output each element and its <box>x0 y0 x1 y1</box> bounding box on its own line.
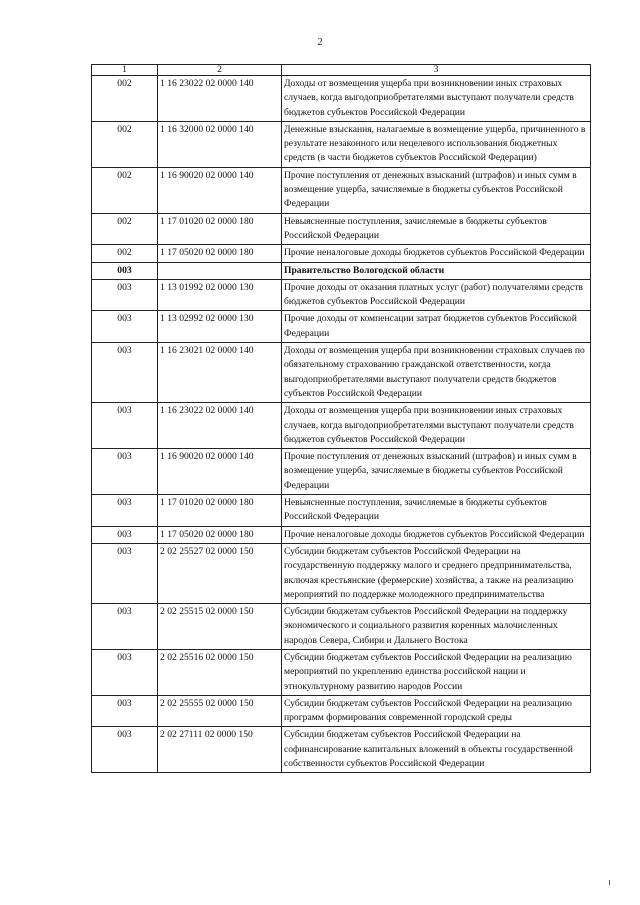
revenue-description-cell: Невыясненные поступления, зачисляемые в бюджеты субъектов Российской Федерации <box>282 213 591 245</box>
budget-code-cell: 1 16 23022 02 0000 140 <box>158 76 282 122</box>
table-row <box>92 403 591 449</box>
admin-code-cell: 003 <box>92 695 158 727</box>
table-row <box>92 279 591 311</box>
budget-code-cell: 1 17 05020 02 0000 180 <box>158 245 282 262</box>
revenue-description-cell: Прочие поступления от денежных взысканий (штрафов) и иных сумм в возмещение ущерба, зачисляемые в бюджеты субъектов Российской Федерации <box>282 449 591 495</box>
revenue-description-cell: Денежные взыскания, налагаемые в возмещение ущерба, причиненного в результате незаконного или нецелевого использования бюджетных средств (в части бюджетов субъектов Российской Федерации) <box>282 121 591 167</box>
budget-code-cell: 2 02 25527 02 0000 150 <box>158 543 282 603</box>
table-row <box>92 167 591 213</box>
revenue-classification-table <box>91 64 591 773</box>
admin-code-cell: 003 <box>92 279 158 311</box>
admin-code-cell: 002 <box>92 121 158 167</box>
table-row <box>92 727 591 773</box>
table-row <box>92 649 591 695</box>
budget-code-cell: 1 16 90020 02 0000 140 <box>158 449 282 495</box>
admin-code-cell: 002 <box>92 76 158 122</box>
revenue-description-cell: Субсидии бюджетам субъектов Российской Федерации на реализацию программ формирования современной городской среды <box>282 695 591 727</box>
admin-code-cell: 003 <box>92 649 158 695</box>
table-header-row <box>92 65 591 76</box>
budget-code-cell: 1 13 02992 02 0000 130 <box>158 311 282 343</box>
revenue-description-cell: Невыясненные поступления, зачисляемые в бюджеты субъектов Российской Федерации <box>282 495 591 527</box>
revenue-description-cell: Субсидии бюджетам субъектов Российской Федерации на поддержку экономического и социального развития коренных малочисленных народов Севера, Сибири и Дальнего Востока <box>282 604 591 650</box>
revenue-description-cell: Субсидии бюджетам субъектов Российской Федерации на государственную поддержку малого и среднего предпринимательства, включая крестьянские (фермерские) хозяйства, а также на реализацию мероприятий по поддержке молодежного предпринимательства <box>282 543 591 603</box>
budget-code-cell: 1 13 01992 02 0000 130 <box>158 279 282 311</box>
table-row <box>92 526 591 543</box>
admin-code-cell: 003 <box>92 403 158 449</box>
table-row <box>92 495 591 527</box>
revenue-description-cell: Прочие доходы от компенсации затрат бюджетов субъектов Российской Федерации <box>282 311 591 343</box>
admin-code-cell: 003 <box>92 727 158 773</box>
table-row <box>92 311 591 343</box>
revenue-description-cell: Доходы от возмещения ущерба при возникновении страховых случаев по обязательному страхованию гражданской ответственности, когда выгодоприобретателями выступают получатели средств бюджетов субъектов Российской Федерации <box>282 343 591 403</box>
budget-code-cell: 2 02 25555 02 0000 150 <box>158 695 282 727</box>
budget-code-cell <box>158 262 282 279</box>
table-row <box>92 213 591 245</box>
table-body <box>92 65 591 773</box>
revenue-description-cell: Субсидии бюджетам субъектов Российской Федерации на софинансирование капитальных вложений в объекты государственной собственности субъектов Российской Федерации <box>282 727 591 773</box>
table-row <box>92 449 591 495</box>
table-row <box>92 343 591 403</box>
revenue-description-cell: Субсидии бюджетам субъектов Российской Федерации на реализацию мероприятий по укреплению единства российской нации и этнокультурному развитию народов России <box>282 649 591 695</box>
budget-code-cell: 1 16 90020 02 0000 140 <box>158 167 282 213</box>
budget-code-cell: 1 17 01020 02 0000 180 <box>158 495 282 527</box>
table-row <box>92 76 591 122</box>
admin-code-cell: 002 <box>92 213 158 245</box>
budget-code-cell: 1 16 23022 02 0000 140 <box>158 403 282 449</box>
budget-code-cell: 1 17 01020 02 0000 180 <box>158 213 282 245</box>
column-header-3: 3 <box>282 65 591 76</box>
admin-code-cell: 003 <box>92 543 158 603</box>
revenue-description-cell: Прочие доходы от оказания платных услуг (работ) получателями средств бюджетов субъектов Российской Федерации <box>282 279 591 311</box>
admin-code-cell: 002 <box>92 167 158 213</box>
revenue-description-cell: Прочие неналоговые доходы бюджетов субъектов Российской Федерации <box>282 245 591 262</box>
page-number: 2 <box>317 37 323 48</box>
budget-code-cell: 1 16 32000 02 0000 140 <box>158 121 282 167</box>
admin-code-cell: 003 <box>92 449 158 495</box>
admin-code-cell: 003 <box>92 343 158 403</box>
table-row <box>92 695 591 727</box>
scan-mark <box>609 880 610 885</box>
revenue-description-cell: Доходы от возмещения ущерба при возникновении иных страховых случаев, когда выгодоприобретателями выступают получатели средств бюджетов субъектов Российской Федерации <box>282 403 591 449</box>
revenue-description-cell: Прочие неналоговые доходы бюджетов субъектов Российской Федерации <box>282 526 591 543</box>
admin-code-cell: 003 <box>92 604 158 650</box>
table-row <box>92 604 591 650</box>
budget-code-cell: 2 02 27111 02 0000 150 <box>158 727 282 773</box>
column-header-1: 1 <box>92 65 158 76</box>
admin-code-cell: 002 <box>92 245 158 262</box>
admin-code-cell: 003 <box>92 311 158 343</box>
admin-code-cell: 003 <box>92 495 158 527</box>
revenue-description-cell: Доходы от возмещения ущерба при возникновении иных страховых случаев, когда выгодоприобретателями выступают получатели средств бюджетов субъектов Российской Федерации <box>282 76 591 122</box>
budget-code-cell: 2 02 25515 02 0000 150 <box>158 604 282 650</box>
admin-code-cell: 003 <box>92 526 158 543</box>
table-row <box>92 245 591 262</box>
revenue-description-cell: Прочие поступления от денежных взысканий (штрафов) и иных сумм в возмещение ущерба, зачисляемые в бюджеты субъектов Российской Федерации <box>282 167 591 213</box>
budget-code-cell: 2 02 25516 02 0000 150 <box>158 649 282 695</box>
admin-code-cell: 003 <box>92 262 158 279</box>
table-row <box>92 543 591 603</box>
table-row <box>92 262 591 279</box>
column-header-2: 2 <box>158 65 282 76</box>
table-row <box>92 121 591 167</box>
budget-code-cell: 1 17 05020 02 0000 180 <box>158 526 282 543</box>
budget-code-cell: 1 16 23021 02 0000 140 <box>158 343 282 403</box>
revenue-description-cell: Правительство Вологодской области <box>282 262 591 279</box>
